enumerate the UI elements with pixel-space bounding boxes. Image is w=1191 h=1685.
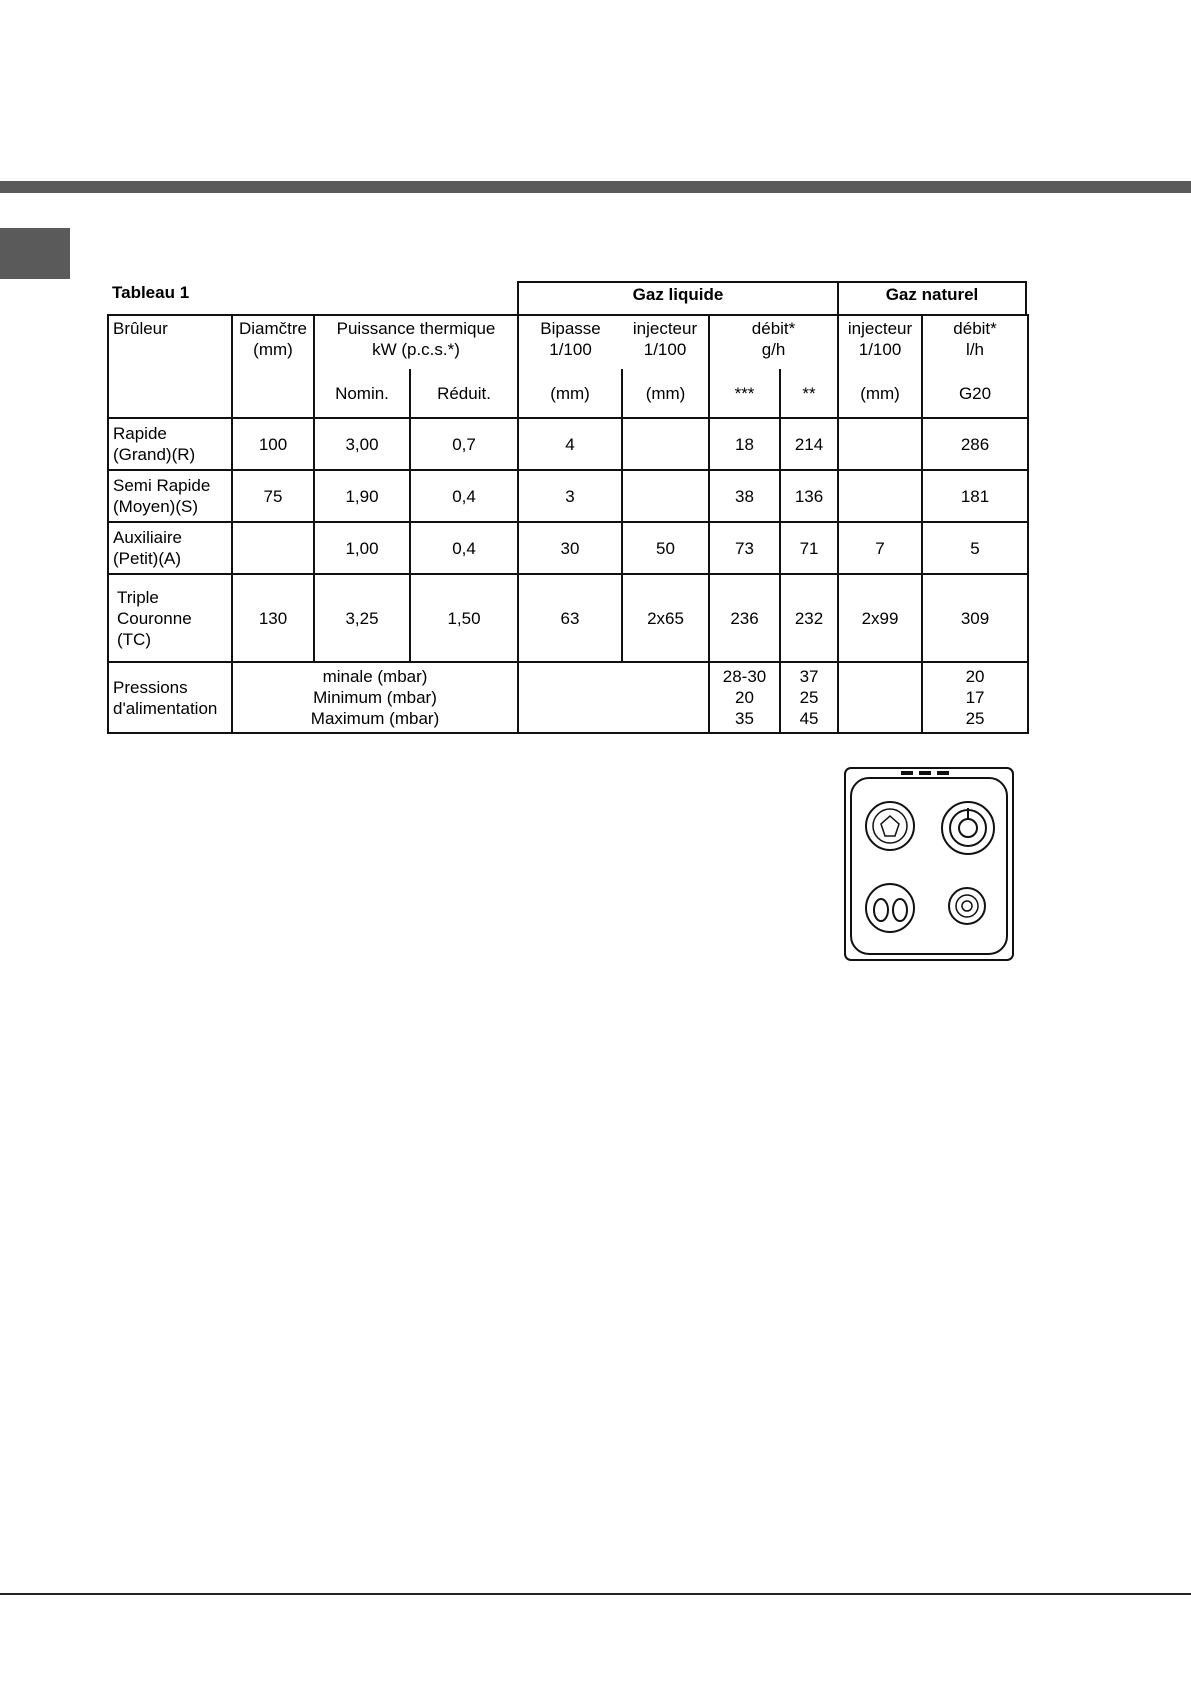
cell-bipasse: 4 — [518, 418, 622, 470]
header-injecteur-liquide: injecteur 1/100 — [622, 315, 709, 369]
header-debit-naturel: débit* l/h — [922, 315, 1028, 369]
group-header-gaz-liquide: Gaz liquide — [517, 281, 839, 316]
units-row — [108, 369, 1028, 418]
cell-reduit: 0,7 — [410, 418, 518, 470]
cell-debit-naturel: 286 — [922, 418, 1028, 470]
cell-debit-naturel: 309 — [922, 574, 1028, 662]
row-label: Rapide (Grand)(R) — [108, 418, 232, 470]
cooktop-diagram-icon — [843, 766, 1015, 962]
cell-injecteur-naturel: 7 — [838, 522, 922, 574]
units-reduit: Réduit. — [410, 369, 518, 418]
cell-injecteur-naturel: 2x99 — [838, 574, 922, 662]
units-diametre — [232, 369, 314, 418]
cell-diametre: 75 — [232, 470, 314, 522]
cell-reduit: 0,4 — [410, 522, 518, 574]
header-bruleur: Brûleur — [108, 315, 232, 418]
units-debit-naturel: G20 — [922, 369, 1028, 418]
side-tab — [0, 228, 70, 279]
header-puissance: Puissance thermique kW (p.c.s.*) — [314, 315, 518, 369]
cell-pressure-debit-b: 37 25 45 — [780, 662, 838, 733]
cell-pressure-empty — [518, 662, 709, 733]
cell-debit-naturel: 5 — [922, 522, 1028, 574]
cell-nomin: 3,00 — [314, 418, 410, 470]
header-row — [108, 315, 1028, 369]
cell-debit-a: 38 — [709, 470, 780, 522]
table-row-pressions — [108, 662, 1028, 733]
table-row-triple-couronne — [108, 574, 1028, 662]
cell-debit-a: 18 — [709, 418, 780, 470]
table-row-auxiliaire — [108, 522, 1028, 574]
cell-injecteur-liquide: 2x65 — [622, 574, 709, 662]
header-debit-liquide: débit* g/h — [709, 315, 838, 369]
cell-reduit: 1,50 — [410, 574, 518, 662]
units-injecteur-naturel: (mm) — [838, 369, 922, 418]
table-row-semi-rapide — [108, 470, 1028, 522]
cell-diametre: 130 — [232, 574, 314, 662]
cell-debit-b: 214 — [780, 418, 838, 470]
cell-pressure-labels: minale (mbar) Minimum (mbar) Maximum (mbar) — [232, 662, 518, 733]
row-label: Pressions d'alimentation — [108, 662, 232, 733]
row-label: Triple Couronne (TC) — [108, 574, 232, 662]
cell-injecteur-naturel — [838, 418, 922, 470]
row-label: Auxiliaire (Petit)(A) — [108, 522, 232, 574]
cell-nomin: 3,25 — [314, 574, 410, 662]
header-injecteur-naturel: injecteur 1/100 — [838, 315, 922, 369]
cell-bipasse: 3 — [518, 470, 622, 522]
cell-nomin: 1,00 — [314, 522, 410, 574]
cell-pressure-debit-a: 28-30 20 35 — [709, 662, 780, 733]
units-injecteur-liquide: (mm) — [622, 369, 709, 418]
cell-debit-b: 136 — [780, 470, 838, 522]
cell-debit-b: 232 — [780, 574, 838, 662]
cell-pressure-debit-naturel: 20 17 25 — [922, 662, 1028, 733]
burner-table — [107, 314, 1029, 734]
cell-injecteur-liquide: 50 — [622, 522, 709, 574]
cell-debit-a: 73 — [709, 522, 780, 574]
table-caption: Tableau 1 — [112, 283, 190, 302]
cell-debit-naturel: 181 — [922, 470, 1028, 522]
header-diametre: Diamčtre (mm) — [232, 315, 314, 369]
cell-nomin: 1,90 — [314, 470, 410, 522]
group-header-gaz-naturel: Gaz naturel — [837, 281, 1027, 316]
units-debit-b: ** — [780, 369, 838, 418]
cell-diametre: 100 — [232, 418, 314, 470]
cell-debit-a: 236 — [709, 574, 780, 662]
units-nomin: Nomin. — [314, 369, 410, 418]
cell-diametre — [232, 522, 314, 574]
header-bipasse: Bipasse 1/100 — [518, 315, 622, 369]
cell-pressure-empty-naturel — [838, 662, 922, 733]
cell-injecteur-liquide — [622, 470, 709, 522]
units-bipasse: (mm) — [518, 369, 622, 418]
header-bar — [0, 181, 1191, 193]
table-row-rapide — [108, 418, 1028, 470]
cell-injecteur-liquide — [622, 418, 709, 470]
cell-injecteur-naturel — [838, 470, 922, 522]
units-debit-a: *** — [709, 369, 780, 418]
cell-reduit: 0,4 — [410, 470, 518, 522]
cell-bipasse: 63 — [518, 574, 622, 662]
footer-rule — [0, 1593, 1191, 1595]
cell-debit-b: 71 — [780, 522, 838, 574]
cell-bipasse: 30 — [518, 522, 622, 574]
row-label: Semi Rapide (Moyen)(S) — [108, 470, 232, 522]
